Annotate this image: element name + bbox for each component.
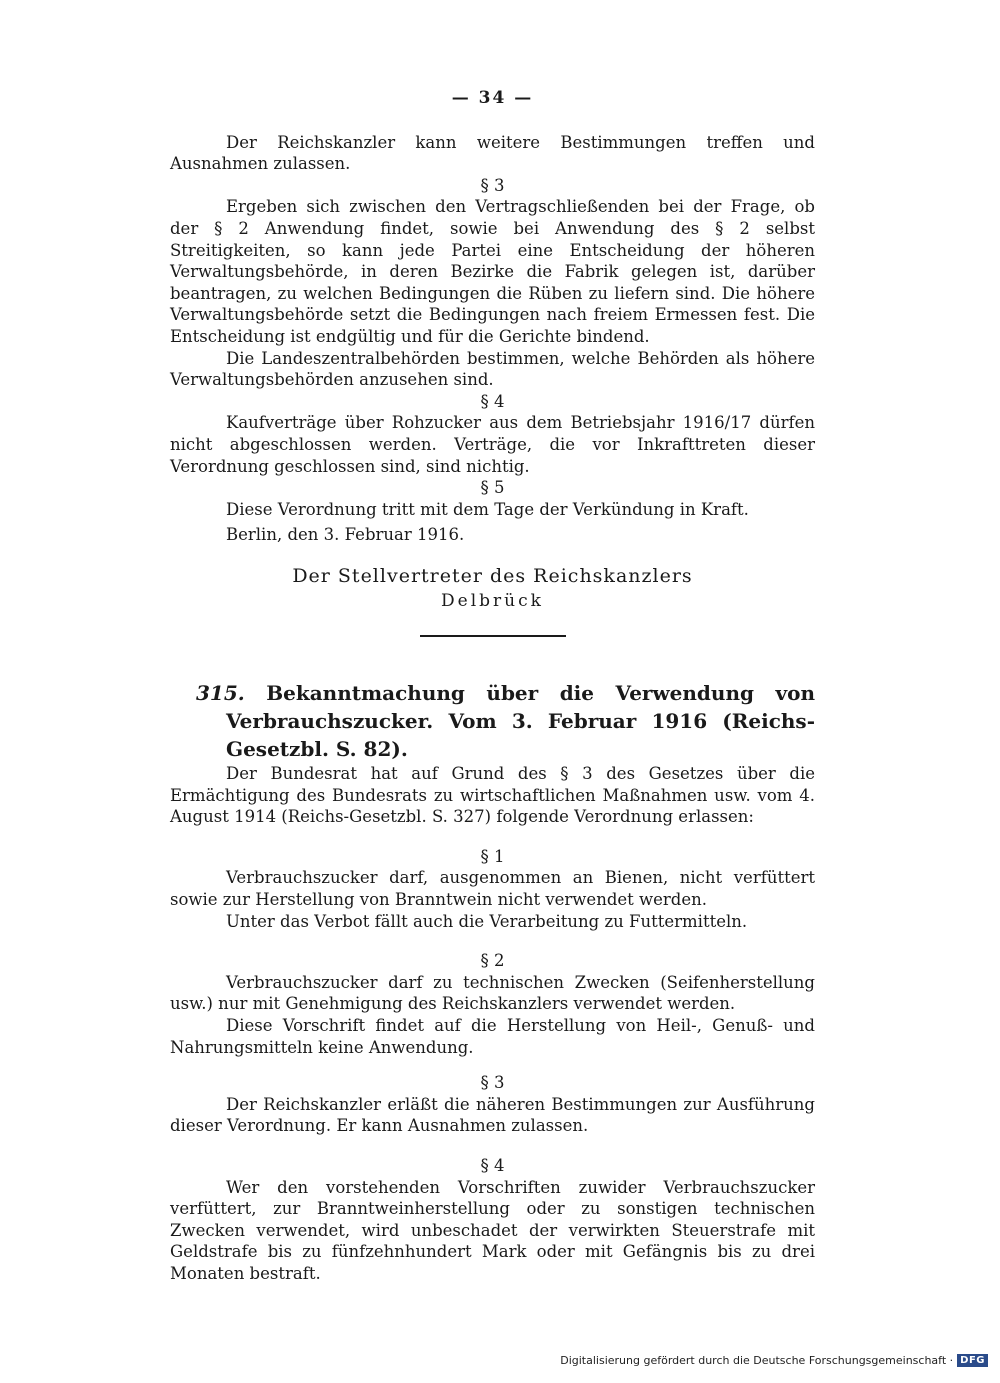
paragraph: Der Reichskanzler kann weitere Bestimmungen treffen und Ausnahmen zulassen. xyxy=(170,132,815,174)
section-heading: § 5 xyxy=(480,478,505,498)
footer-credit: Digitalisierung gefördert durch die Deutsche Forschungsgemeinschaft · xyxy=(560,1354,954,1367)
section-heading: § 3 xyxy=(480,175,505,195)
section-divider xyxy=(420,635,566,637)
paragraph: Wer den vorstehenden Vorschriften zuwider Verbrauchszucker verfüttert, zur Branntweinherstellung oder zu sonstigen technischen Zwecken verwendet, wird unbeschadet der verwirkten Steuerstrafe mit Geldstrafe bis zu fünfzehnhundert Mark oder mit Gefängnis bis zu drei Monaten bestraft. xyxy=(170,1177,815,1283)
dateline: Berlin, den 3. Februar 1916. xyxy=(226,525,465,545)
paragraph: Die Landeszentralbehörden bestimmen, welche Behörden als höhere Verwaltungsbehörden anzusehen sind. xyxy=(170,348,815,390)
section-heading: § 3 xyxy=(480,1073,505,1093)
paragraph: Der Bundesrat hat auf Grund des § 3 des Gesetzes über die Ermächtigung des Bundesrats zu wirtschaftlichen Maßnahmen usw. vom 4. August 1914 (Reichs-Gesetzbl. S. 327) folgende Verordnung erlassen: xyxy=(170,764,815,827)
paragraph: Verbrauchszucker darf, ausgenommen an Bienen, nicht verfüttert sowie zur Herstellung von Branntwein nicht verwendet werden. xyxy=(170,868,815,910)
paragraph: Der Reichskanzler erläßt die näheren Bestimmungen zur Ausführung dieser Verordnung. Er kann Ausnahmen zulassen. xyxy=(170,1094,815,1136)
digitization-footer xyxy=(560,1354,988,1367)
section-heading: § 2 xyxy=(480,951,505,971)
paragraph: Diese Verordnung tritt mit dem Tage der Verkündung in Kraft. xyxy=(226,499,749,519)
announcement-number: 315. xyxy=(196,681,245,706)
section-heading: § 4 xyxy=(480,391,505,411)
paragraph: Unter das Verbot fällt auch die Verarbeitung zu Futtermitteln. xyxy=(226,911,748,931)
dfg-logo: DFG xyxy=(957,1354,988,1367)
paragraph: Ergeben sich zwischen den Vertragschließenden bei der Frage, ob der § 2 Anwendung findet, sowie bei Anwendung des § 2 selbst Streitigkeiten, so kann jede Partei eine Entscheidung der höheren Verwaltungsbehörde, in deren Bezirke die Fabrik gelegen ist, darüber beantragen, zu welchen Bedingungen die Rüben zu liefern sind. Die höhere Verwaltungsbehörde setzt die Bedingungen nach freiem Ermessen fest. Die Entscheidung ist endgültig und für die Gerichte bindend. xyxy=(170,197,815,346)
signature-title: Der Stellvertreter des Reichskanzlers xyxy=(292,564,693,587)
paragraph: Diese Vorschrift findet auf die Herstellung von Heil-, Genuß- und Nahrungsmitteln keine Anwendung. xyxy=(170,1016,815,1057)
announcement-heading xyxy=(170,679,815,763)
document-page xyxy=(170,88,815,1285)
section-heading: § 4 xyxy=(480,1155,505,1175)
paragraph: Verbrauchszucker darf zu technischen Zwecken (Seifenherstellung usw.) nur mit Genehmigung des Reichskanzlers verwendet werden. xyxy=(170,972,815,1014)
paragraph: Kaufverträge über Rohzucker aus dem Betriebsjahr 1916/17 dürfen nicht abgeschlossen werden. Verträge, die vor Inkrafttreten dieser Verordnung geschlossen sind, sind nichtig. xyxy=(170,413,815,476)
section-heading: § 1 xyxy=(480,846,505,866)
signature-name: Delbrück xyxy=(441,591,544,612)
announcement-title: Bekanntmachung über die Verwendung von Verbrauchszucker. Vom 3. Februar 1916 (Reichs-Gesetzbl. S. 82). xyxy=(226,681,815,762)
page-number: — 34 — xyxy=(451,88,534,108)
